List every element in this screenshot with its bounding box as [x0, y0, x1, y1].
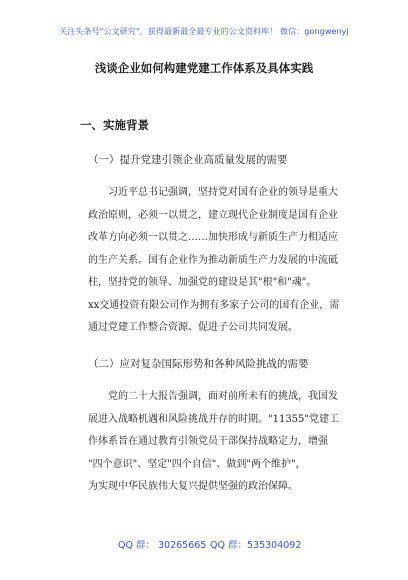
paragraph-line: 展进入战略机遇和风险挑战并存的时期。"11355"党建工	[88, 413, 340, 425]
paragraph-line: 政治原则，必须一以贯之，建立现代企业制度是国有企业	[88, 209, 338, 221]
paragraph-1	[88, 182, 340, 340]
footer-qq-group-2: QQ 群：535304092	[210, 540, 302, 551]
subheading-2: （二）应对复杂国际形势和各种风险挑战的需要	[88, 358, 309, 370]
paragraph-line: 改革方向必须一以贯之……加快形成与新质生产力相适应	[88, 232, 338, 243]
header-promo-note: 关注头条号"公文研究"，获得最新最全最专业的公文资料库！ 微信：gongwenyj	[59, 27, 349, 36]
paragraph-line: 作体系旨在通过教育引领党员干部保持战略定力，增强	[88, 436, 328, 447]
paragraph-2	[88, 386, 340, 499]
paragraph-line: 通过党建工作整合资源、促进子公司共同发展。	[88, 322, 298, 333]
paragraph-line: 柱，坚持党的领导、加强党的建设是其"根"和"魂"。	[88, 277, 317, 288]
footer-qq-group-1: QQ 群： 30265665	[118, 540, 207, 551]
paragraph-line: 党的二十大报告强调，面对前所未有的挑战，我国发	[108, 391, 338, 402]
document-title: 浅谈企业如何构建党建工作体系及具体实践	[94, 61, 314, 75]
section-heading: 一、实施背景	[80, 118, 149, 132]
paragraph-line: xx交通投资有限公司作为拥有多家子公司的国有企业，需	[88, 299, 340, 311]
subheading-1: （一）提升党建引领企业高质量发展的需要	[88, 154, 288, 166]
paragraph-line: 习近平总书记强调，坚持党对国有企业的领导是重大	[108, 187, 338, 198]
paragraph-line: "四个意识"、坚定"四个自信"、做到"两个维护"，	[88, 458, 306, 470]
paragraph-line: 的生产关系。国有企业作为推动新质生产力发展的中流砥	[88, 254, 338, 266]
paragraph-line: 为实现中华民族伟大复兴提供坚强的政治保障。	[88, 481, 298, 492]
